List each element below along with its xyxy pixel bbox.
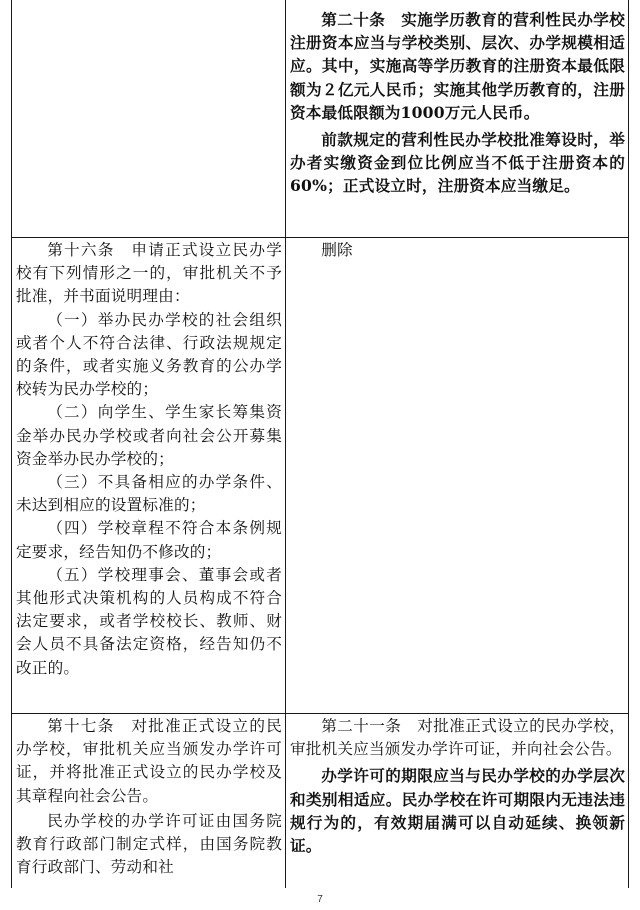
article-16-item-4: （四）学校章程不符合本条例规定要求，经告知仍不修改的； [16,519,282,561]
article-16-text: 第十六条 申请正式设立民办学校有下列情形之一的，审批机关不予批准，并书面说明理由： [16,241,282,306]
row2-left-cell [12,239,285,713]
deleted-note: 删除 [321,241,353,259]
row2-right-cell [286,239,628,713]
article-21-paragraph-2: 办学许可的期限应当与民办学校的办学层次和类别相适应。民办学校在许可期限内无违法违规行为的，有效期届满可以自动延续、换领新证。 [290,766,625,856]
article-17-paragraph-2: 民办学校的办学许可证由国务院教育行政部门制定式样，由国务院教育行政部门、劳动和社 [16,811,282,877]
article-16-item-2: （二）向学生、学生家长筹集资金举办民办学校或者向社会公开募集资金举办民办学校的； [16,403,282,468]
article-17-text: 第十七条 对批准正式设立的民办学校，审批机关应当颁发办学许可证，并将批准正式设立的民办学校及其章程向社会公告。 [16,717,282,805]
row-divider-1 [11,237,629,238]
row3-left-cell [12,715,285,888]
comparison-table [11,0,629,888]
article-16-item-3: （三）不具备相应的办学条件、未达到相应的设置标准的； [16,473,282,515]
article-20-paragraph-2: 前款规定的营利性民办学校批准筹设时，举办者实缴资金到位比例应当不低于注册资本的60%；正式设立时，注册资本应当缴足。 [290,130,625,196]
table-border-right [628,0,629,888]
row3-right-cell [286,715,628,888]
article-21-text: 第二十一条 对批准正式设立的民办学校，审批机关应当颁发办学许可证，并向社会公告。 [290,717,625,759]
article-16-item-5: （五）学校理事会、董事会或者其他形式决策机构的人员构成不符合法定要求，或者学校校长、教师、财会人员不具备法定资格，经告知仍不改正的。 [16,565,282,677]
row-divider-2 [11,713,629,714]
article-16-item-1: （一）举办民办学校的社会组织或者个人不符合法律、行政法规规定的条件，或者实施义务教育的公办学校转为民办学校的； [16,310,282,399]
article-20-text: 第二十条 实施学历教育的营利性民办学校注册资本应当与学校类别、层次、办学规模相适应。其中，实施高等学历教育的注册资本最低限额为２亿元人民币；实施其他学历教育的，注册资本最低限额为1000万元人民币。 [290,10,625,122]
row1-right-cell [286,8,628,237]
row1-left-cell [12,0,285,237]
page-number: 7 [317,894,323,905]
